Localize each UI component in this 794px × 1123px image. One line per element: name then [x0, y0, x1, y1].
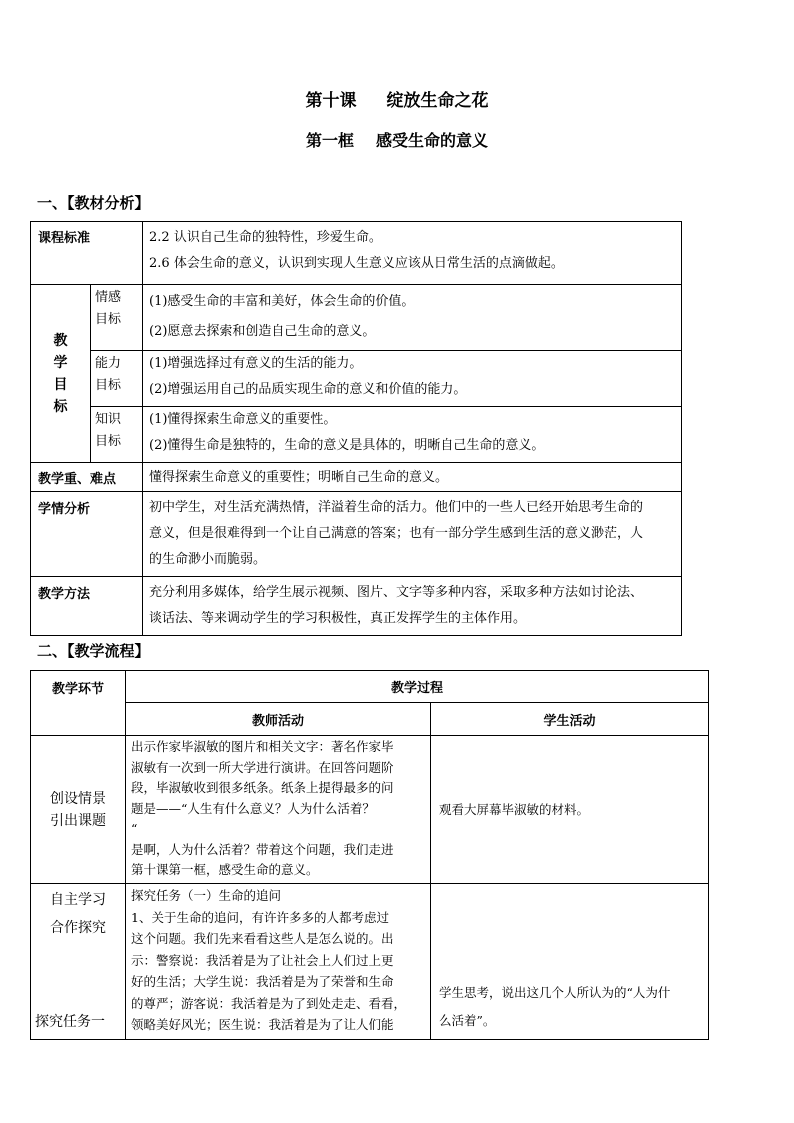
frame-name: 感受生命的意义 [376, 131, 489, 150]
student-header: 学生活动 [431, 703, 709, 736]
emotion-goal-label: 情感 目标 [91, 285, 143, 351]
section-heading-analysis: 一、【教材分析】 [37, 194, 150, 212]
emotion-goal-content: (1)感受生命的丰富和美好，体会生命的价值。 (2)愿意去探索和创造自己生命的意义。 [143, 285, 682, 351]
process-header: 教学过程 [126, 671, 709, 703]
key-points-label: 教学重、难点 [31, 463, 143, 492]
standard-content [143, 222, 682, 285]
stage-header: 教学环节 [31, 671, 126, 736]
stage-explore: 自主学习 合作探究 探究任务一 [31, 884, 126, 1040]
analysis-table [30, 221, 682, 636]
standard-line: 2.6 体会生命的意义，认识到实现人生意义应该从日常生活的点滴做起。 [149, 256, 564, 271]
lesson-title [0, 86, 794, 111]
lesson-name: 绽放生命之花 [386, 91, 489, 111]
standard-line: 2.2 认识自己生命的独特性，珍爱生命。 [149, 230, 382, 245]
teacher-activity-explore: 探究任务（一）生命的追问 1、关于生命的追问，有许许多多的人都考虑过 这个问题。我们先来看看这些人是怎么说的。出 示：警察说：我活着是为了让社会上人们过上更 好的生活；大学生说：我活着是为了荣誉和生命 的尊严；游客说：我活着是为了到处走走、看看， 领略美好风光；医生说：我活着是为了让人们能 [126, 884, 431, 1040]
lesson-number: 第十课 [305, 91, 357, 111]
ability-goal-content: (1)增强选择过有意义的生活的能力。 (2)增强运用自己的品质实现生命的意义和价值的能力。 [143, 351, 682, 407]
process-table [30, 670, 709, 1040]
stage-intro: 创设情景 引出课题 [31, 736, 126, 884]
goals-label [31, 285, 91, 463]
students-label: 学情分析 [31, 492, 143, 577]
frame-number: 第一框 [305, 131, 354, 150]
ability-goal-label: 能力 目标 [91, 351, 143, 407]
standard-label: 课程标准 [31, 222, 143, 285]
goals-char: 目 [53, 376, 68, 393]
goals-char: 教 [53, 332, 68, 349]
section-heading-process: 二、【教学流程】 [37, 642, 150, 660]
goals-char: 学 [53, 354, 68, 371]
goals-char: 标 [53, 398, 68, 415]
frame-title [0, 128, 794, 151]
students-content: 初中学生，对生活充满热情，洋溢着生命的活力。他们中的一些人已经开始思考生命的 意义，但是很难得到一个让自己满意的答案；也有一部分学生感到生活的意义渺茫，人 的生命渺小而脆弱。 [143, 492, 682, 577]
teacher-header: 教师活动 [126, 703, 431, 736]
stage-task-one: 探究任务一 [35, 1014, 105, 1030]
method-content: 充分利用多媒体，给学生展示视频、图片、文字等多种内容，采取多种方法如讨论法、 谈话法、等来调动学生的学习积极性，真正发挥学生的主体作用。 [143, 577, 682, 636]
teacher-activity-intro: 出示作家毕淑敏的图片和相关文字：著名作家毕 淑敏有一次到一所大学进行演讲。在回答问题阶 段，毕淑敏收到很多纸条。纸条上提得最多的问 题是——“人生有什么意义？人为什么活着？ “ 是啊，人为什么活着？带着这个问题，我们走进 第十课第一框，感受生命的意义。 [126, 736, 431, 884]
knowledge-goal-label: 知识 目标 [91, 407, 143, 463]
method-label: 教学方法 [31, 577, 143, 636]
key-points-content: 懂得探索生命意义的重要性；明晰自己生命的意义。 [143, 463, 682, 492]
knowledge-goal-content: (1)懂得探索生命意义的重要性。 (2)懂得生命是独特的，生命的意义是具体的，明晰自己生命的意义。 [143, 407, 682, 463]
student-activity-intro: 观看大屏幕毕淑敏的材料。 [431, 736, 709, 884]
student-activity-explore: 学生思考，说出这几个人所认为的“人为什 么活着”。 [431, 884, 709, 1040]
